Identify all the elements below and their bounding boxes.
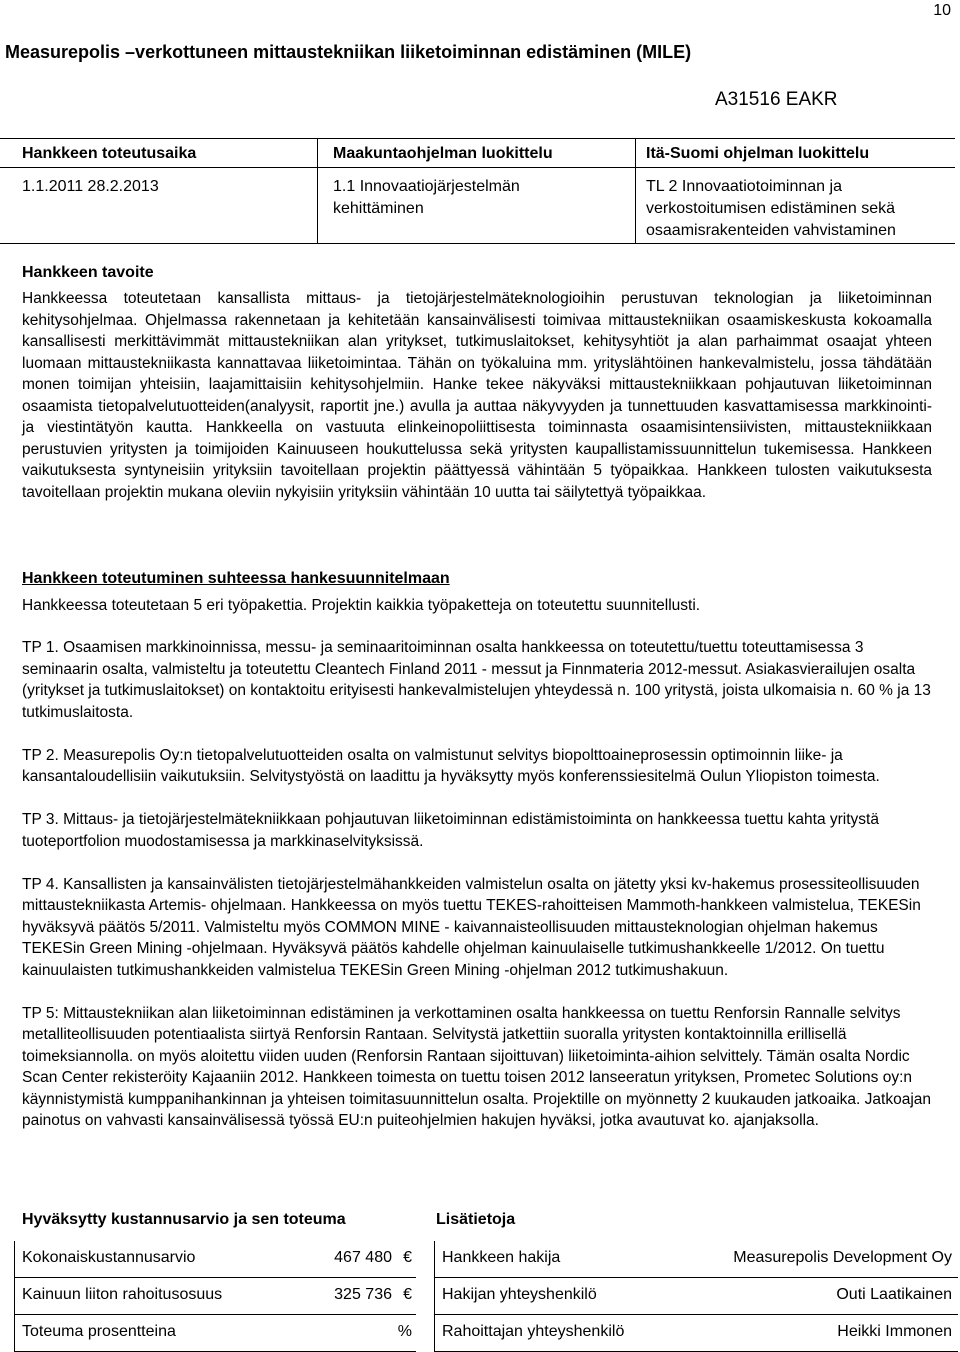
budget-row: [14, 1241, 416, 1278]
goal-text: Hankkeessa toteutetaan kansallista mittaus- ja tietojärjestelmäteknologioihin perustuvan teknologian ja liiketoiminnan kehitysohjelmaa. Ohjelmassa rakennetaan ja kehitetään kansainvälisesti toimivaa mittaustekniikan osaamiskeskusta kokoamalla kansallisesti merkittävimmät mittaustekniikan alan yritykset, tutkimuslaitokset, kehitysyhtiöt ja alan parhaimmat osaajat yhteen luomaan mittaustekniikasta kannattavaa liiketoimintaa. Tähän on työkaluina mm. yrityslähtöinen hankevalmistelu, jossa tähdätään monen toimijan yhteisiin, laajamittaisiin kehitysohjelmiin. Hanke tekee näkyväksi mittaustekniikkaan pohjautuvan liiketoiminnan osaamista tietopalvelutuotteiden(analyysit, raportit jne.) avulla ja auttaa näkyvyyden ja tunnettuuden kasvattamisessa markkinointi- ja viestintätyön kautta. Hankkeella on vastuuta elinkeinopoliittisesta toiminnasta osaamisintensiivisten, mittaustekniikkaan perustuvien yritysten ja toimijoiden Kainuuseen houkuttelussa sekä yritysten kaupallistamissuunnittelun tukemisessa. Hankkeen vaikutuksesta syntyneisiin yrityksiin tavoitellaan projektin päättyessä vähintään 5 työpaikkaa. Hankkeen tulosten vaikutuksesta tavoitellaan projektin mukana oleviin nykyisiin yrityksiin vähintään 10 uutta tai säilytettyä työpaikkaa.: [22, 290, 932, 501]
budget-heading: Hyväksytty kustannusarvio ja sen toteuma: [22, 1211, 346, 1228]
contact-row-label: Hakijan yhteyshenkilö: [442, 1286, 597, 1303]
header-regional-classification: Maakuntaohjelman luokittelu: [333, 145, 553, 162]
contact-row-value: Outi Laatikainen: [836, 1286, 952, 1303]
work-package-list: [22, 637, 942, 1153]
work-package-4: TP 4. Kansallisten ja kansainvälisten tietojärjestelmähankkeiden valmistelun osalta on jätetty yksi kv-hakemus prosessiteollisuuden mittaustekniikasta Artemis- ohjelmaan. Hankkeessa on myös tuettu TEKES-rahoitteisen Mammoth-hankkeen valmistelua, TEKESin hyväksyvä päätös 5/2011. Valmisteltu myös COMMON MINE - kaivannaisteollisuuden mittausteknologian ohjelman hakemus TEKESin Green Mining -ohjelmaan. Hyväksyvä päätös kahdelle ohjelman kainuulaiselle tutkimushankkeelle 1/2012. On tuettu kainuulaisten tutkimushankkeiden valmistelua TEKESin Green Mining -ohjelman 2012 tutkimushakuun.: [22, 875, 921, 979]
budget-row: [14, 1315, 416, 1352]
contact-row-label: Rahoittajan yhteyshenkilö: [442, 1323, 625, 1340]
work-package-3: TP 3. Mittaus- ja tietojärjestelmätekniikkaan pohjautuvan liiketoiminnan edistämistoiminta on hankkeessa tuettu kahta yritystä tuoteportfolion muodostamisessa ja markkinaselvityksissä.: [22, 811, 879, 850]
page-number: 10: [933, 2, 951, 19]
info-table: [0, 138, 955, 244]
header-duration: Hankkeen toteutusaika: [22, 145, 197, 162]
contact-row-label: Hankkeen hakija: [442, 1249, 561, 1266]
budget-row: [14, 1278, 416, 1315]
page-title: Measurepolis –verkottuneen mittaustekniikan liiketoiminnan edistäminen (MILE): [5, 42, 692, 62]
contact-row: [434, 1241, 958, 1278]
header-eastern-finland-classification: Itä-Suomi ohjelman luokittelu: [646, 145, 870, 162]
contact-row: [434, 1278, 958, 1315]
budget-row-label: Kainuun liiton rahoitusosuus: [22, 1286, 223, 1303]
work-package-1: TP 1. Osaamisen markkinoinnissa, messu- ja seminaaritoiminnan osalta hankkeessa on toteutettu/tuettu toteuttamisessa 3 seminaarin osalta, valmisteltu ja toteutettu Cleantech Finland 2011 - messut ja Finnmateria 2012-messut. Asiakasvierailujen osalta (yritykset ja tutkimuslaitokset) on kontaktoitu erityisesti hankevalmistelujen yhteydessä n. 100 yritystä, joista ulkomaisia n. 60 % ja 13 tutkimuslaitosta.: [22, 639, 931, 721]
budget-table: [14, 1241, 416, 1351]
work-package-5: TP 5: Mittaustekniikan alan liiketoiminnan edistäminen ja verkottaminen osalta hankkeessa on tuettu Renforsin Rannalle selvitys metalliteollisuuden potentiaalista siirtyä Renforsin Rantaan. Selvitystä jatkettiin suoralla yritysten kontaktoinnilla erillisellä toimeksiannolla. on myös aloitettu viiden uuden (Renforsin Rantaan sijoittuvan) liiketoiminta-aihion selvittely. Tämän osalta Nordic Scan Center rekisteröity Kajaaniin 2012. Hankkeen toimesta on tuettu toisen 2012 lanseeratun yrityksen, Prometec Solutions oy:n käynnistymistä kumppanihankinnan ja yhteisen toimitasuunnittelun osalta. Projektille on myönnetty 2 kuukauden jatkoaika. Jatkoajan painotus on vahvasti kansainvälisessä työssä EU:n puiteohjelmien hakujen hyväksi, jotka avautuvat ko. ajanjaksolla.: [22, 1004, 932, 1129]
value-eastern-finland-classification: TL 2 Innovaatiotoiminnan ja verkostoitumisen edistäminen sekä osaamisrakenteiden vahvistaminen: [646, 178, 896, 239]
contacts-heading: Lisätietoja: [436, 1211, 516, 1228]
contacts-table: [434, 1241, 958, 1351]
value-duration: 1.1.2011 28.2.2013: [22, 178, 159, 195]
info-table-column-line: [317, 139, 318, 243]
budget-row-value: 325 736: [334, 1286, 392, 1303]
contact-row: [434, 1315, 958, 1352]
contact-row-value: Heikki Immonen: [837, 1323, 952, 1340]
budget-row-label: Toteuma prosentteina: [22, 1323, 176, 1340]
budget-row-label: Kokonaiskustannusarvio: [22, 1249, 196, 1266]
work-package-2: TP 2. Measurepolis Oy:n tietopalvelutuotteiden osalta on valmistunut selvitys biopolttoaineprosessin optimoinnin liike- ja kansantaloudellisiin vaikutuksiin. Selvitystyöstä on laadittu ja hyväksytty myös konferenssiesitelmä Oulun Yliopiston toimesta.: [22, 746, 880, 785]
budget-row-unit: €: [403, 1286, 412, 1303]
value-regional-classification: 1.1 Innovaatiojärjestelmän kehittäminen: [333, 178, 520, 217]
info-table-divider: [0, 167, 955, 168]
budget-row-unit: €: [403, 1249, 412, 1266]
contact-row-value: Measurepolis Development Oy: [733, 1249, 952, 1266]
budget-row-value: 467 480: [334, 1249, 392, 1266]
realization-intro: Hankkeessa toteutetaan 5 eri työpakettia. Projektin kaikkia työpaketteja on toteutettu suunnitellusti.: [22, 597, 701, 614]
reference-code: A31516 EAKR: [715, 89, 838, 110]
info-table-column-line: [635, 139, 636, 243]
budget-row-unit: %: [397, 1323, 412, 1340]
realization-heading: Hankkeen toteutuminen suhteessa hankesuunnitelmaan: [22, 570, 450, 587]
goal-heading: Hankkeen tavoite: [22, 264, 154, 281]
